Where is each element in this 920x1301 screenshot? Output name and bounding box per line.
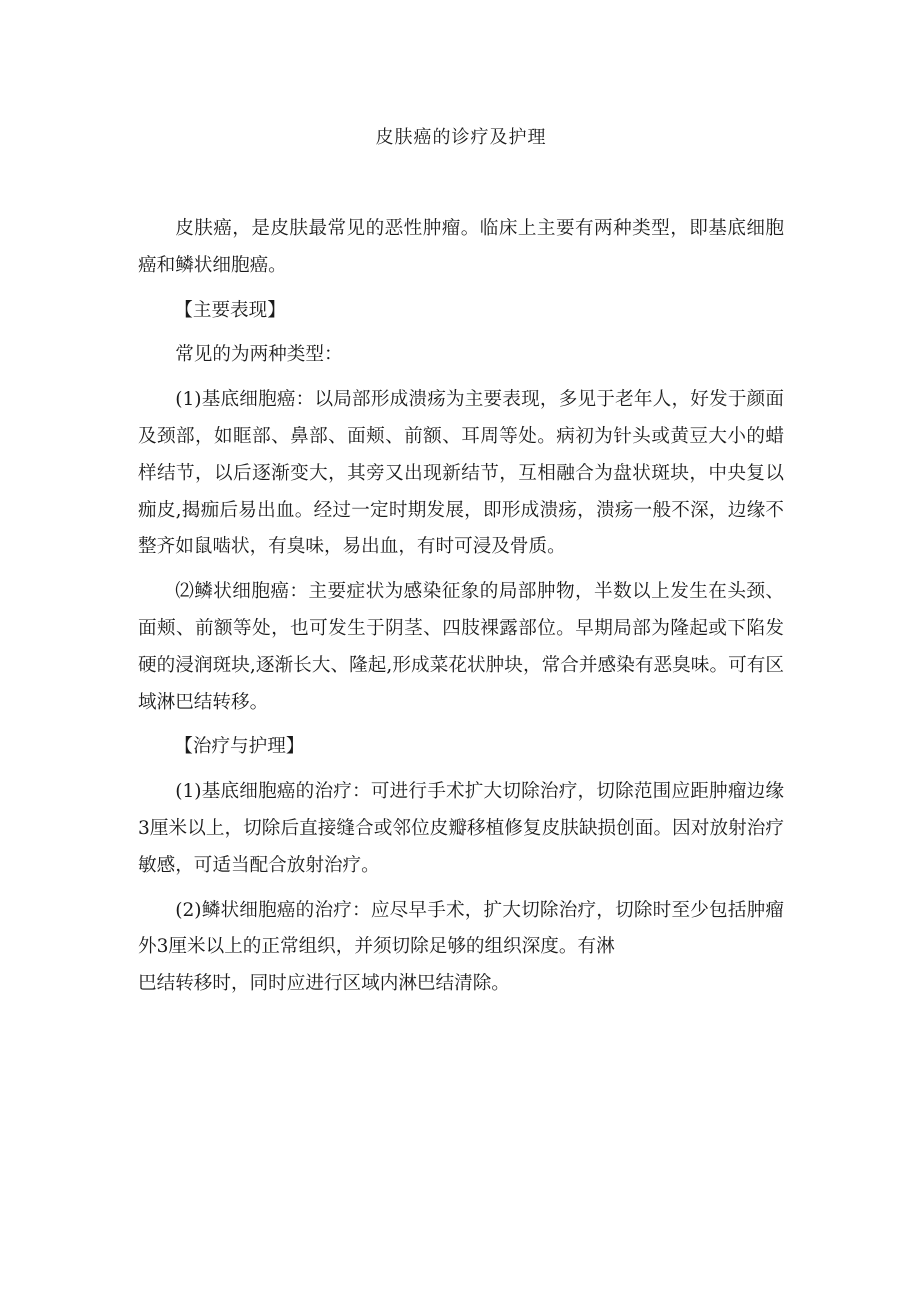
squamous-cell-manifestation-paragraph: ⑵鳞状细胞癌：主要症状为感染征象的局部肿物，半数以上发生在头颈、面颊、前额等处，也可发生于阴茎、四肢裸露部位。早期局部为隆起或下陷发硬的浸润斑块,逐渐长大、隆起,形成菜花状肿块，常合并感染有恶臭味。可有区域淋巴结转移。 xyxy=(138,581,784,713)
squamous-cell-treatment-paragraph: (2)鳞状细胞癌的治疗：应尽早手术，扩大切除治疗，切除时至少包括肿瘤外3厘米以上的正常组织，并须切除足够的组织深度。有淋 xyxy=(138,899,784,958)
squamous-cell-treatment-continuation: 巴结转移时，同时应进行区域内淋巴结清除。 xyxy=(138,973,510,995)
section-lead-paragraph: 常见的为两种类型： xyxy=(175,344,343,366)
section-heading-treatment: 【治疗与护理】 xyxy=(174,736,305,758)
basal-cell-treatment-paragraph: (1)基底细胞癌的治疗：可进行手术扩大切除治疗，切除范围应距肿瘤边缘3厘米以上，切除后直接缝合或邻位皮瓣移植修复皮肤缺损创面。因对放射治疗敏感，可适当配合放射治疗。 xyxy=(138,781,784,876)
section-heading-manifestations: 【主要表现】 xyxy=(174,299,286,321)
document-body xyxy=(138,211,784,1011)
basal-cell-manifestation-paragraph: (1)基底细胞癌：以局部形成溃疡为主要表现，多见于老年人，好发于颜面及颈部，如眶部、鼻部、面颊、前额、耳周等处。病初为针头或黄豆大小的蜡样结节，以后逐渐变大，其旁又出现新结节，互相融合为盘状斑块，中央复以痂皮,揭痂后易出血。经过一定时期发展，即形成溃疡，溃疡一般不深，边缘不整齐如鼠啮状，有臭味，易出血，有时可浸及骨质。 xyxy=(138,389,784,558)
intro-paragraph: 皮肤癌，是皮肤最常见的恶性肿瘤。临床上主要有两种类型，即基底细胞癌和鳞状细胞癌。 xyxy=(138,218,784,276)
page-title: 皮肤癌的诊疗及护理 xyxy=(375,127,547,148)
